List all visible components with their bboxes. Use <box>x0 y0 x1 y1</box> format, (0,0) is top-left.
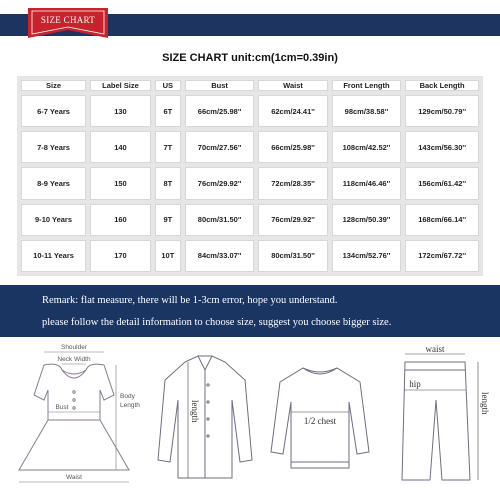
body-label: Body <box>120 393 135 400</box>
table-cell: 10-11 Years <box>21 240 86 272</box>
table-row <box>21 167 479 199</box>
table-cell: 70cm/27.56'' <box>185 131 254 163</box>
table-cell: 8-9 Years <box>21 167 86 199</box>
column-header: Size <box>21 80 86 91</box>
shoulder-label: Shoulder <box>60 344 88 351</box>
table-cell: 8T <box>155 167 181 199</box>
column-header: Back Length <box>405 80 479 91</box>
table-cell: 172cm/67.72'' <box>405 240 479 272</box>
table-header-row <box>21 80 479 91</box>
table-cell: 118cm/46.46'' <box>332 167 401 199</box>
waist-label: Waist <box>65 474 83 481</box>
table-cell: 7-8 Years <box>21 131 86 163</box>
table-cell: 6-7 Years <box>21 95 86 127</box>
sweater-diagram <box>265 340 375 500</box>
table-cell: 134cm/52.76'' <box>332 240 401 272</box>
table-cell: 62cm/24.41'' <box>258 95 327 127</box>
column-header: Bust <box>185 80 254 91</box>
remark-line-2: please follow the detail information to choose size, suggest you choose bigger size. <box>42 317 392 328</box>
table-cell: 168cm/66.14'' <box>405 204 479 236</box>
table-cell: 80cm/31.50'' <box>185 204 254 236</box>
table-row <box>21 240 479 272</box>
table-cell: 130 <box>90 95 151 127</box>
table-cell: 7T <box>155 131 181 163</box>
remark-banner <box>0 285 500 337</box>
table-cell: 128cm/50.39'' <box>332 204 401 236</box>
column-header: Label Size <box>90 80 151 91</box>
shirt-length-label: length <box>190 400 200 423</box>
table-cell: 150 <box>90 167 151 199</box>
table-cell: 84cm/33.07'' <box>185 240 254 272</box>
pants-length-label: length <box>480 392 490 415</box>
column-header: Front Length <box>332 80 401 91</box>
dress-diagram <box>4 340 144 500</box>
table-cell: 140 <box>90 131 151 163</box>
table-cell: 129cm/50.79'' <box>405 95 479 127</box>
column-header: Waist <box>258 80 327 91</box>
hip-label: hip <box>409 379 421 389</box>
table-cell: 66cm/25.98'' <box>185 95 254 127</box>
page-title: SIZE CHART unit:cm(1cm=0.39in) <box>162 52 338 64</box>
table-cell: 76cm/29.92'' <box>185 167 254 199</box>
table-cell: 76cm/29.92'' <box>258 204 327 236</box>
table-cell: 108cm/42.52'' <box>332 131 401 163</box>
table-row <box>21 131 479 163</box>
table-cell: 6T <box>155 95 181 127</box>
column-header: US <box>155 80 181 91</box>
size-chart-badge: SIZE CHART <box>40 15 96 25</box>
table-cell: 66cm/25.98'' <box>258 131 327 163</box>
shirt-diagram <box>150 340 260 500</box>
table-cell: 170 <box>90 240 151 272</box>
pants-waist-label: waist <box>425 344 445 354</box>
table-cell: 80cm/31.50'' <box>258 240 327 272</box>
table-cell: 98cm/38.58'' <box>332 95 401 127</box>
length-label: Length <box>120 402 140 409</box>
table-cell: 9T <box>155 204 181 236</box>
table-cell: 9-10 Years <box>21 204 86 236</box>
neck-width-label: Neck Width <box>57 356 91 363</box>
pants-diagram <box>380 340 498 500</box>
table-row <box>21 95 479 127</box>
table-cell: 10T <box>155 240 181 272</box>
bust-label: Bust <box>55 404 69 411</box>
table-cell: 156cm/61.42'' <box>405 167 479 199</box>
chest-label: 1/2 chest <box>303 416 337 426</box>
table-cell: 143cm/56.30'' <box>405 131 479 163</box>
table-cell: 72cm/28.35'' <box>258 167 327 199</box>
table-cell: 160 <box>90 204 151 236</box>
table-row <box>21 204 479 236</box>
remark-line-1: Remark: flat measure, there will be 1-3cm error, hope you understand. <box>42 295 338 306</box>
size-table <box>17 76 483 276</box>
